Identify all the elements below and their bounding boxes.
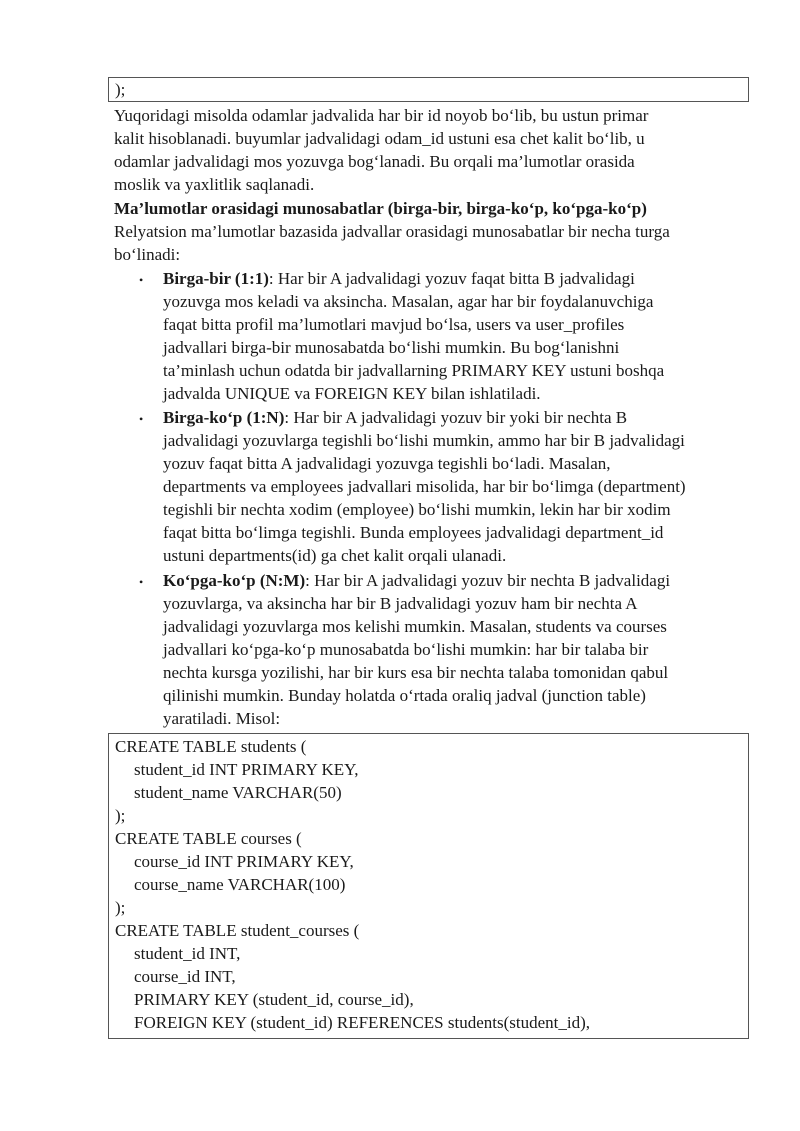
term-label: Birga-ko‘p (1:N): [163, 408, 285, 427]
code-line: course_id INT PRIMARY KEY,: [134, 852, 354, 871]
list-item-line: qilinishi mumkin. Bunday holatda o‘rtada oraliq jadval (junction table): [163, 686, 646, 705]
code-fragment-box: [108, 77, 749, 102]
list-item-line: jadvallari ko‘pga-ko‘p munosabatda bo‘lishi mumkin: har bir talaba bir: [163, 640, 649, 659]
list-item-first-line: [163, 269, 635, 289]
code-line: CREATE TABLE courses (: [115, 829, 302, 848]
section-heading: Ma’lumotlar orasidagi munosabatlar (birga-bir, birga-ko‘p, ko‘pga-ko‘p): [114, 199, 647, 218]
list-item-line: faqat bitta profil ma’lumotlari mavjud bo‘lsa, users va user_profiles: [163, 315, 625, 334]
list-item-line: jadvallari birga-bir munosabatda bo‘lishi mumkin. Bu bog‘lanishni: [163, 338, 620, 357]
code-line: );: [115, 80, 126, 99]
code-line: CREATE TABLE students (: [115, 737, 307, 756]
code-line: );: [115, 898, 126, 917]
term-description: : Har bir A jadvalidagi yozuv bir nechta B jadvalidagi: [305, 571, 671, 590]
list-item-line: yozuvlarga, va aksincha har bir B jadvalidagi yozuv ham bir nechta A: [163, 594, 638, 613]
code-line: student_id INT PRIMARY KEY,: [134, 760, 359, 779]
list-item-line: yozuv faqat bitta A jadvalidagi yozuvga tegishli bo‘ladi. Masalan,: [163, 454, 611, 473]
list-item-line: departments va employees jadvallari misolida, har bir bo‘limga (department): [163, 477, 686, 496]
paragraph-line: moslik va yaxlitlik saqlanadi.: [114, 175, 315, 194]
paragraph-line: odamlar jadvalidagi mos yozuvga bog‘lanadi. Bu orqali ma’lumotlar orasida: [114, 152, 635, 171]
term-description: : Har bir A jadvalidagi yozuv faqat bitta B jadvalidagi: [268, 269, 635, 288]
list-item-line: ustuni departments(id) ga chet kalit orqali ulanadi.: [163, 546, 507, 565]
code-line: course_id INT,: [134, 967, 236, 986]
list-item-line: yozuvga mos keladi va aksincha. Masalan, agar har bir foydalanuvchiga: [163, 292, 654, 311]
sql-code-block: [108, 733, 749, 1039]
bullet-marker: •: [139, 575, 144, 589]
list-item-line: nechta kursga yozilishi, har bir kurs esa bir nechta talaba tomonidan qabul: [163, 663, 669, 682]
code-line: FOREIGN KEY (student_id) REFERENCES students(student_id),: [134, 1013, 590, 1032]
paragraph-line: kalit hisoblanadi. buyumlar jadvalidagi odam_id ustuni esa chet kalit bo‘lib, u: [114, 129, 645, 148]
list-item-first-line: [163, 571, 670, 591]
list-item-first-line: [163, 408, 627, 428]
code-line: );: [115, 806, 126, 825]
paragraph-line: Yuqoridagi misolda odamlar jadvalida har bir id noyob bo‘lib, bu ustun primar: [114, 106, 649, 125]
list-item-line: faqat bitta bo‘limga tegishli. Bunda employees jadvalidagi department_id: [163, 523, 664, 542]
list-item-line: jadvalidagi yozuvlarga tegishli bo‘lishi mumkin, ammo har bir B jadvalidagi: [163, 431, 685, 450]
code-line: PRIMARY KEY (student_id, course_id),: [134, 990, 414, 1009]
list-item-line: ta’minlash uchun odatda bir jadvallarning PRIMARY KEY ustuni boshqa: [163, 361, 665, 380]
list-item-line: jadvalidagi yozuvlarga mos kelishi mumkin. Masalan, students va courses: [163, 617, 667, 636]
code-line: course_name VARCHAR(100): [134, 875, 346, 894]
term-description: : Har bir A jadvalidagi yozuv bir yoki bir nechta B: [284, 408, 628, 427]
list-item-line: yaratiladi. Misol:: [163, 709, 281, 728]
code-line: student_name VARCHAR(50): [134, 783, 342, 802]
bullet-marker: •: [139, 412, 144, 426]
term-label: Birga-bir (1:1): [163, 269, 269, 288]
bullet-marker: •: [139, 273, 144, 287]
list-item-line: tegishli bir nechta xodim (employee) bo‘lishi mumkin, lekin har bir xodim: [163, 500, 671, 519]
code-line: student_id INT,: [134, 944, 241, 963]
list-item-line: jadvalda UNIQUE va FOREIGN KEY bilan ishlatiladi.: [163, 384, 541, 403]
code-line: CREATE TABLE student_courses (: [115, 921, 360, 940]
term-label: Ko‘pga-ko‘p (N:M): [163, 571, 306, 590]
intro-line: Relyatsion ma’lumotlar bazasida jadvallar orasidagi munosabatlar bir necha turga: [114, 222, 670, 241]
intro-line: bo‘linadi:: [114, 245, 181, 264]
